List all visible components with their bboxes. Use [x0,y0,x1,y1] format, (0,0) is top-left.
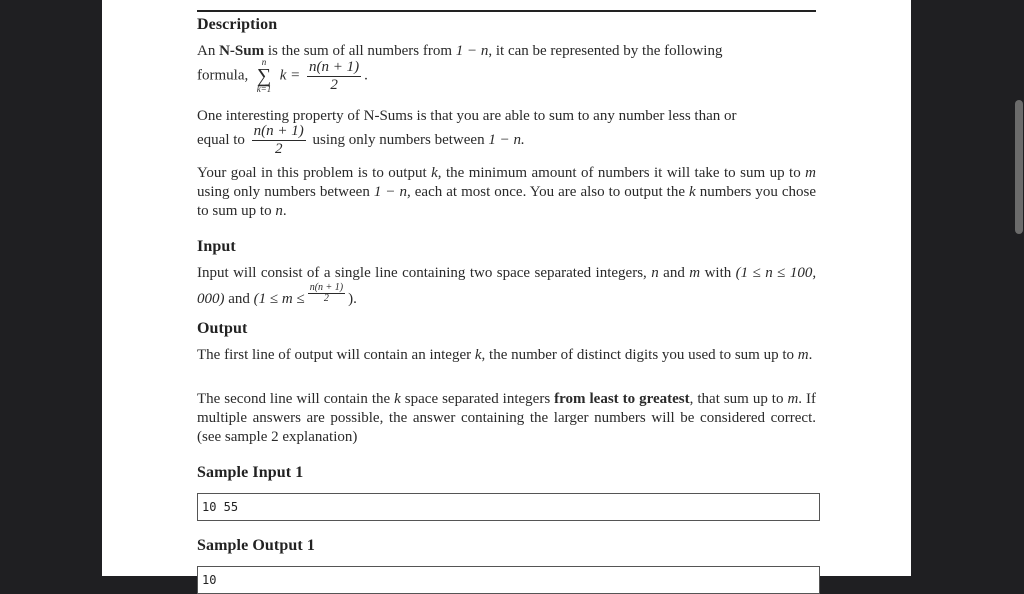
description-formula-line: formula, n ∑ k=1 k = $\frac{n(n + 1)}{2}$ . [197,57,368,94]
description-paragraph-2-line-2: equal to $\frac{n(n + 1)}{2}$ using only numbers between 1 − n. [197,123,525,157]
n-sum-term: N-Sum [219,43,265,59]
description-heading: Description [197,16,278,33]
summation-symbol: n ∑ k=1 [256,57,272,94]
problem-page [102,0,911,587]
top-divider [197,10,816,12]
description-paragraph-3: Your goal in this problem is to output k, the minimum amount of numbers it will take to sum up to m using only numbers between 1 − n, each at most once. You are also to output the k numbers you chose to sum up to n. [197,165,817,219]
output-paragraph-2: The second line will contain the k space separated integers from least to greatest, that sum up to m. If multiple answers are possible, the answer containing the larger numbers will be considered correct. (see sample 2 explanation) [197,391,817,445]
n-sum-fraction: $\frac{n(n + 1)}{2}$ [309,58,360,93]
bound-fraction: $\frac{n(n + 1)}{2}$ [253,123,304,157]
scrollbar-track[interactable] [1012,0,1024,576]
scrollbar-thumb[interactable] [1015,100,1023,234]
sample-output-box[interactable]: 10 [197,566,820,594]
input-heading: Input [197,238,236,255]
order-emphasis: from least to greatest [554,391,690,407]
input-paragraph: Input will consist of a single line containing two space separated integers, n and m with (1 ≤ n ≤ 100, 000) and (1 ≤ m ≤ $\frac{n(n + 1)}{2}$ ). [197,265,817,307]
sample-output-heading: Sample Output 1 [197,537,315,554]
sample-input-box[interactable]: 10 55 [197,493,820,521]
output-paragraph-1: The first line of output will contain an integer k, the number of distinct digits you used to sum up to m. [197,347,813,363]
input-bound-fraction: $\frac{n(n + 1)}{2}$ [309,282,344,304]
description-paragraph-1-line-1: An N-Sum is the sum of all numbers from 1 − n, it can be represented by the following [197,43,723,59]
output-heading: Output [197,320,248,337]
description-paragraph-2-line-1: One interesting property of N-Sums is that you are able to sum to any number less than or [197,108,737,124]
sample-input-heading: Sample Input 1 [197,464,304,481]
